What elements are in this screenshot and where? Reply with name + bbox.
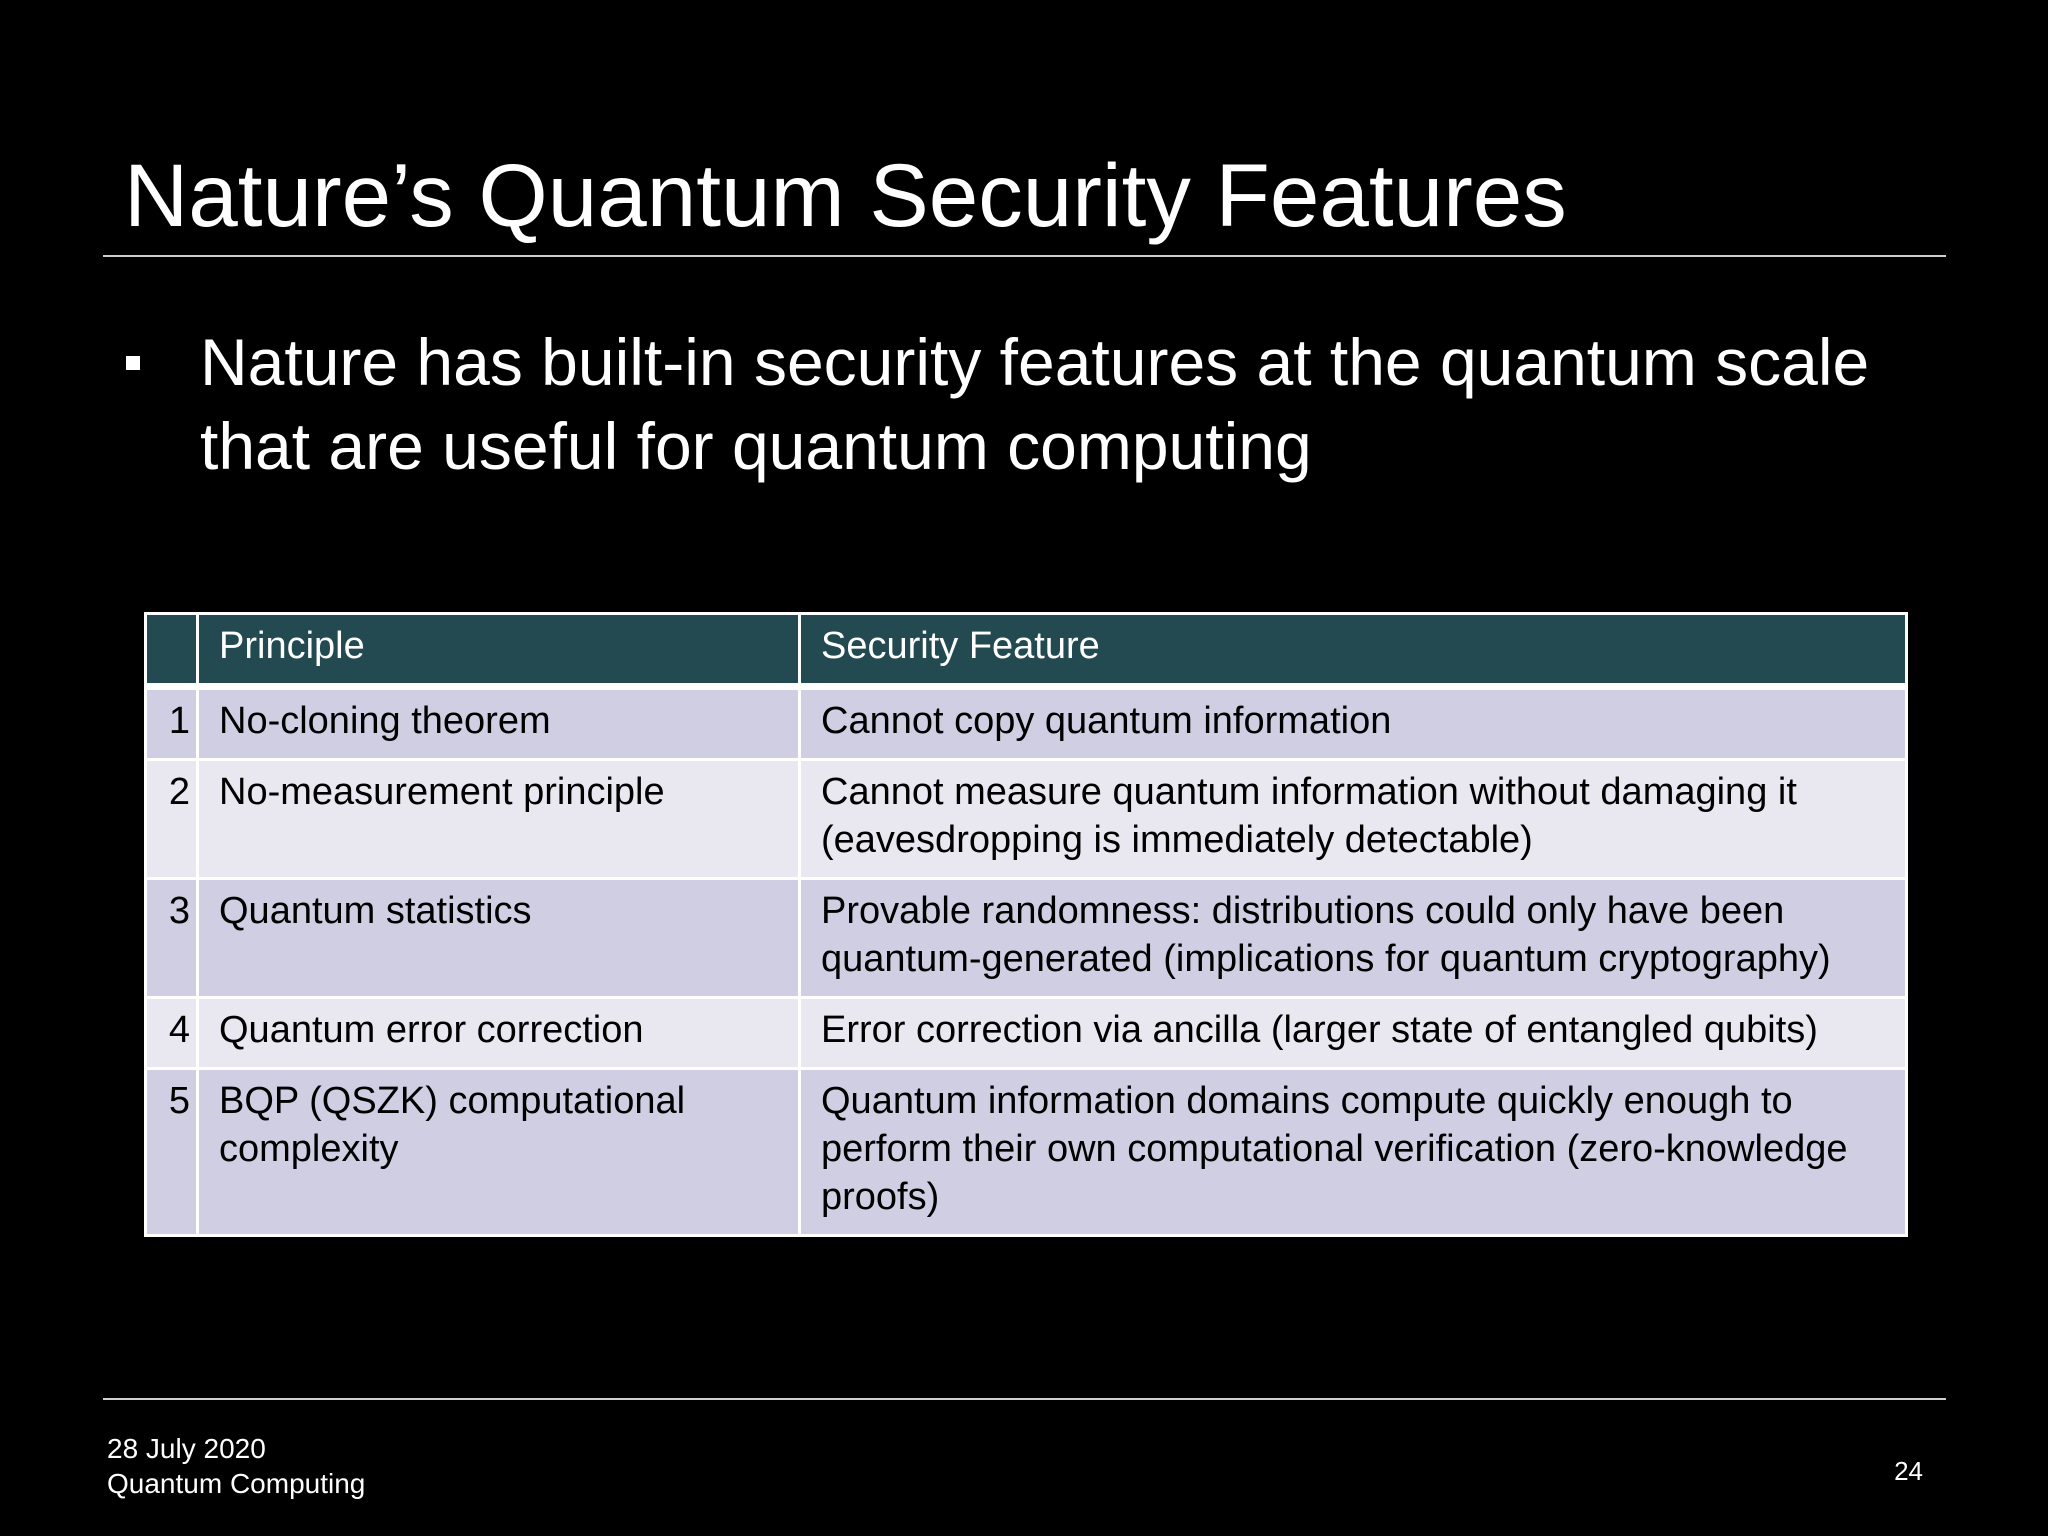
slide-title: Nature’s Quantum Security Features <box>124 145 1567 245</box>
table-row <box>146 760 1907 879</box>
row-number: 4 <box>146 998 198 1069</box>
table-header-row <box>146 614 1907 687</box>
footer-date: 28 July 2020 <box>107 1433 266 1464</box>
row-number: 5 <box>146 1069 198 1236</box>
row-security-feature: Error correction via ancilla (larger state of entangled qubits) <box>800 998 1907 1069</box>
row-principle: No-measurement principle <box>198 760 800 879</box>
page-number: 24 <box>1894 1456 1923 1486</box>
row-principle: BQP (QSZK) computational complexity <box>198 1069 800 1236</box>
row-principle: Quantum error correction <box>198 998 800 1069</box>
row-number: 2 <box>146 760 198 879</box>
title-divider <box>103 255 1946 257</box>
row-number: 1 <box>146 687 198 760</box>
header-number <box>146 614 198 687</box>
row-security-feature: Cannot measure quantum information without damaging it (eavesdropping is immediately detectable) <box>800 760 1907 879</box>
footer-course-name: Quantum Computing <box>107 1468 366 1499</box>
bullet-text: Nature has built-in security features at the quantum scale that are useful for quantum computing <box>200 325 1870 483</box>
row-principle: Quantum statistics <box>198 879 800 998</box>
row-principle: No-cloning theorem <box>198 687 800 760</box>
row-security-feature: Quantum information domains compute quickly enough to perform their own computational verification (zero-knowledge proofs) <box>800 1069 1907 1236</box>
row-security-feature: Cannot copy quantum information <box>800 687 1907 760</box>
footer-divider <box>103 1398 1946 1400</box>
row-security-feature: Provable randomness: distributions could only have been quantum-generated (implications for quantum cryptography) <box>800 879 1907 998</box>
table-row <box>146 879 1907 998</box>
table-row <box>146 687 1907 760</box>
principles-table <box>144 612 1905 1237</box>
header-security-feature: Security Feature <box>800 614 1907 687</box>
square-bullet-icon <box>126 356 140 370</box>
table-row <box>146 998 1907 1069</box>
table-row <box>146 1069 1907 1236</box>
header-principle: Principle <box>198 614 800 687</box>
row-number: 3 <box>146 879 198 998</box>
